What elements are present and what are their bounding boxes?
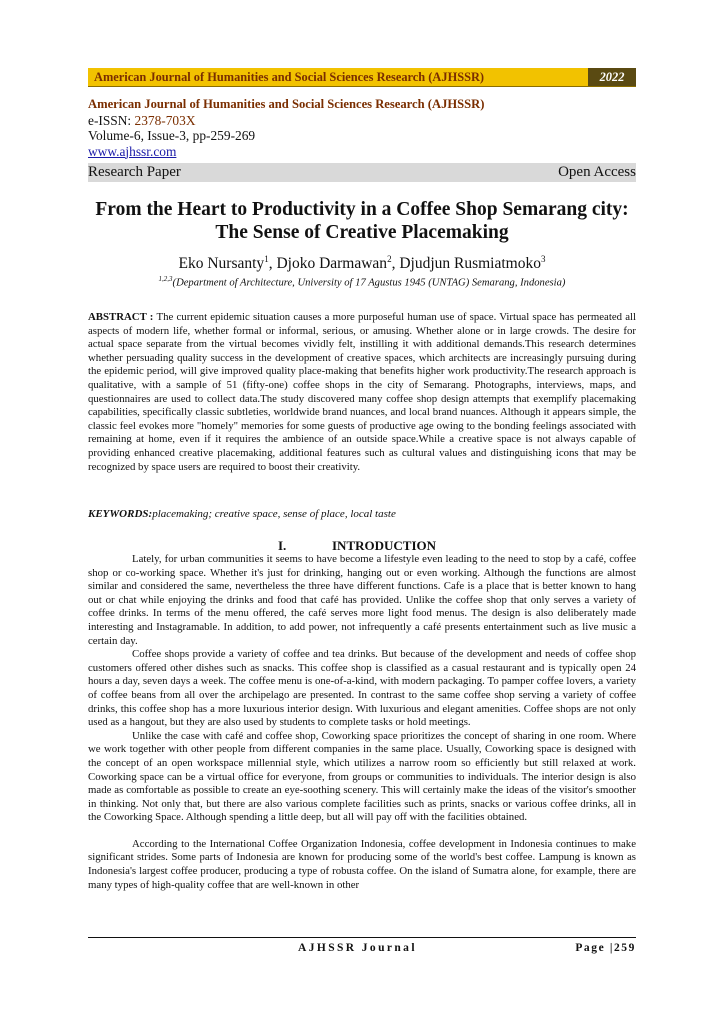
affiliation-superscript: 1,2,3 xyxy=(158,275,173,283)
abstract xyxy=(88,311,636,474)
body-paragraph: Lately, for urban communities it seems to have become a lifestyle even leading to the need to stop by a café, coffee shop or co-working space. Whether it's just for drinking, hanging out or even working. Although the functions are almost similar and considered the same, nevertheless the three have different functions. Cafe is a place that is better known to hang out or chat while enjoying the drinks and food that café has provided. Unlike the coffee shop that only serves a variety of coffee drinks. In terms of the menu offered, the café serves more light food menus. The design is also deliberately made interesting and Instagramable. In addition, to add power, not infrequently a café presents entertainment such as live music a certain day. xyxy=(88,553,636,647)
author-name: Djoko Darmawan xyxy=(276,255,388,273)
journal-header-name: American Journal of Humanities and Social Sciences Research (AJHSSR) xyxy=(94,70,485,84)
journal-header-year: 2022 xyxy=(588,68,636,86)
author-name: Djudjun Rusmiatmoko xyxy=(399,255,541,273)
keywords xyxy=(88,508,636,520)
body-paragraph: According to the International Coffee Organization Indonesia, coffee development in Indonesia continues to make significant strides. Some parts of Indonesia are known for producing some of the world's best coffee. Lampung is known as Indonesia's largest coffee producer, producing a type of robusta coffee. On the island of Sumatra alone, for example, there are many types of high-quality coffee that are well-known in other xyxy=(88,837,636,891)
author-superscript: 3 xyxy=(540,254,546,264)
section-number: I. xyxy=(278,538,287,553)
author-affiliation xyxy=(88,275,636,289)
journal-url-link[interactable]: www.ajhssr.com xyxy=(88,143,177,159)
body-paragraph: Unlike the case with café and coffee shop, Coworking space prioritizes the concept of sharing in one room. Where we work together with other people from different companies in the same place. Usually, Coworking space is designed with the concept of an open workspace millennial style, which utilizes a narrow room so efficiently but still relaxed at work. Coworking space can be a virtual office for everyone, from groups or communities to individuals. The interior design is also made as comfortable as possible to create an eye-soothing scenery. This will certainly make the ideas of the visitor's smoother in thinking. Not only that, but there are also various complete facilities such as prints, snacks or various coffee drinks, all in the Coworking Space. Although spending a little deep, but all will pay off with the facilities obtained. xyxy=(88,729,636,824)
author-superscript: 1 xyxy=(264,254,269,264)
author-superscript: 2 xyxy=(387,254,392,264)
journal-meta xyxy=(88,97,636,159)
body-paragraph: Coffee shops provide a variety of coffee and tea drinks. But because of the development and needs of coffee shop customers offered other dishes such as snacks. This coffee shop is classified as a casual restaurant and is typically open 24 hours a day, seven days a week. The coffee menu is one-of-a-kind, with modern packaging. To pamper coffee lovers, a variety of coffee beans from all over the archipelago are presented. In contrast to the same coffee shop serving a variety of coffee drinks, this coffee shop has a more luxurious interior design. With luxurious and elegant amenities. Coffee shops are not only used as a hangout, but they are also used by students to complete tasks or hold meetings. xyxy=(88,648,636,729)
paper-type-bar xyxy=(88,163,636,182)
introduction-body xyxy=(88,553,636,892)
footer-page-number: Page |259 xyxy=(575,942,636,954)
issn-value: 2378-703X xyxy=(134,112,196,128)
footer-divider xyxy=(88,937,636,938)
journal-meta-name: American Journal of Humanities and Social Sciences Research (AJHSSR) xyxy=(88,97,485,111)
keywords-label: KEYWORDS: xyxy=(88,508,153,520)
paper-title xyxy=(88,198,636,244)
footer-journal: AJHSSR Journal xyxy=(298,942,417,954)
author-list xyxy=(88,254,636,273)
volume-line: Volume-6, Issue-3, pp-259-269 xyxy=(88,128,256,143)
abstract-text: The current epidemic situation causes a more purposeful human use of space. Virtual space has permeated all aspects of modern life, whether formal or informal, serious, or amusing. Whether alone or in large crowds. The desire for actual space separate from the virtual becomes vividly felt, instilling it with additional demands.This research determines whether persuading quality success in the development of creative spaces, which architects are increasingly pursuing during the epidemic period, will give improved quality place-making that benefits higher work productivity.The research approach is qualitative, with a sample of 51 (fifty-one) coffee shops in the city of Semarang. Photographs, interviews, maps, and questionnaires are used to collect data.The study discovered many coffee shop design attempts that exemplify placemaking capabilities, specifically classic subtleties, worldwide brand nuances, and local brand nuances. Although it appears simple, the classic feel evokes more "homely" memories for some guests of productive age owing to the bonding feelings associated with remaining at home, even if it requires the ambience of an outside space.While a creative space is not always capable of providing enhanced creative placemaking, additional features such as cultural values and distinguishing icons that may be recognized by space users are required to boost their creativity. xyxy=(88,311,636,473)
affiliation-text: (Department of Architecture, University of 17 Agustus 1945 (UNTAG) Semarang, Indonesia) xyxy=(172,277,566,289)
paper-title-line-1: From the Heart to Productivity in a Coffee Shop Semarang city: xyxy=(95,199,629,220)
section-title: INTRODUCTION xyxy=(332,538,437,553)
open-access-label: Open Access xyxy=(558,164,636,180)
abstract-label: ABSTRACT : xyxy=(88,311,157,323)
author-separator: , xyxy=(268,255,277,273)
author-separator: , xyxy=(391,255,400,273)
keywords-text: placemaking; creative space, sense of place, local taste xyxy=(152,508,396,520)
paper-type-label: Research Paper xyxy=(88,164,181,180)
journal-header-bar xyxy=(88,68,636,87)
paper-title-line-2: The Sense of Creative Placemaking xyxy=(215,222,509,243)
paper-page xyxy=(88,0,636,1024)
author-name: Eko Nursanty xyxy=(178,255,265,273)
issn-line xyxy=(88,113,636,129)
issn-label: e-ISSN: xyxy=(88,112,135,128)
